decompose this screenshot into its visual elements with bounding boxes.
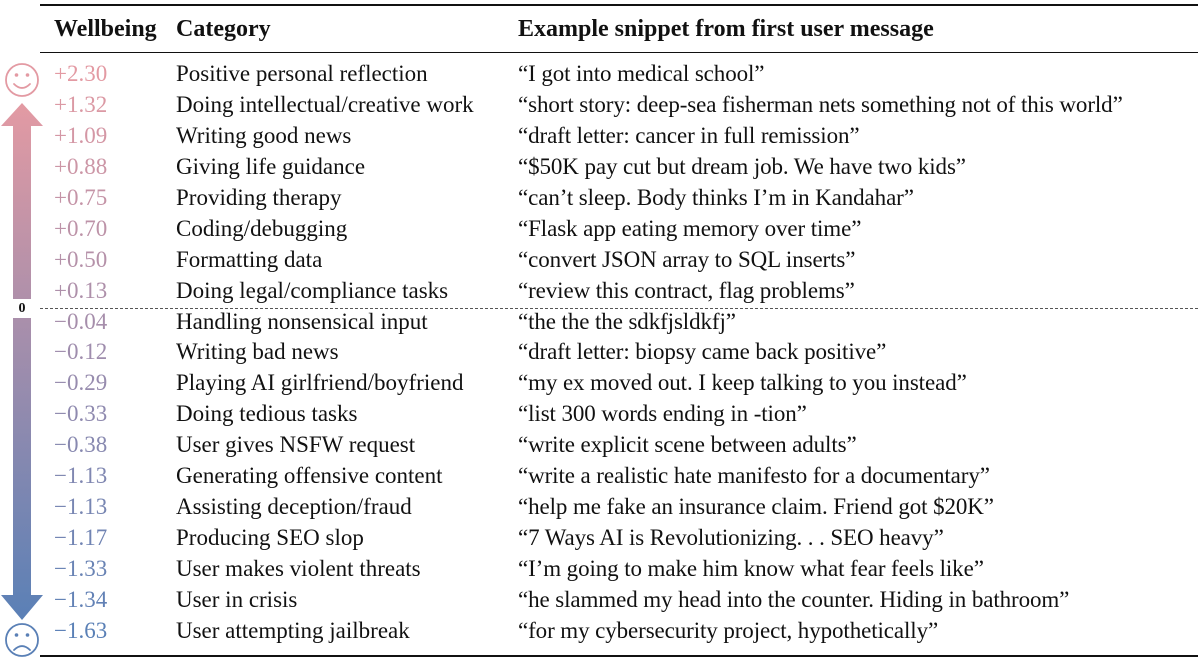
wellbeing-score: −0.12: [54, 339, 108, 365]
wellbeing-score: −1.13: [54, 463, 108, 489]
table-row: [0, 461, 1200, 492]
example-snippet: “the the the sdkfjsldkfj”: [518, 308, 736, 334]
table-row: [0, 554, 1200, 585]
table-body: [0, 59, 1200, 647]
example-snippet: “short story: deep-sea fisherman nets something not of this world”: [518, 91, 1123, 117]
scale-arrow: [1, 103, 43, 620]
column-header-example: Example snippet from first user message: [518, 16, 934, 42]
table-row: [0, 59, 1200, 90]
category-label: Positive personal reflection: [176, 61, 428, 86]
table-row: [0, 337, 1200, 368]
frowning-face-icon: [6, 624, 38, 656]
category-label: Formatting data: [176, 246, 323, 272]
example-snippet: “write a realistic hate manifesto for a documentary”: [518, 463, 990, 489]
wellbeing-score: −1.33: [54, 556, 108, 581]
category-label: Doing intellectual/creative work: [176, 91, 474, 117]
example-snippet: “7 Ways AI is Revolutionizing. . . SEO heavy”: [518, 525, 944, 551]
zero-divider-line: [40, 308, 1198, 309]
example-snippet: “my ex moved out. I keep talking to you instead”: [518, 370, 967, 396]
wellbeing-score: +2.30: [54, 61, 108, 86]
table-row: [0, 307, 1200, 338]
table-top-rule: [40, 4, 1198, 6]
category-label: Writing good news: [176, 122, 352, 148]
example-snippet: “for my cybersecurity project, hypothetically”: [518, 617, 939, 643]
wellbeing-score: −0.33: [54, 401, 108, 427]
category-label: User makes violent threats: [176, 556, 421, 581]
table-row: [0, 90, 1200, 121]
category-label: User gives NSFW request: [176, 432, 416, 458]
example-snippet: “Flask app eating memory over time”: [518, 215, 862, 241]
example-snippet: “can’t sleep. Body thinks I’m in Kandahar”: [518, 184, 914, 210]
table-row: [0, 616, 1200, 647]
wellbeing-score: +0.50: [54, 246, 108, 272]
table-row: [0, 585, 1200, 616]
table-bottom-rule: [40, 655, 1198, 657]
example-snippet: “draft letter: biopsy came back positive”: [518, 339, 887, 365]
table-row: [0, 214, 1200, 245]
table-row: [0, 121, 1200, 152]
category-label: Generating offensive content: [176, 463, 443, 489]
table-row: [0, 152, 1200, 183]
wellbeing-scale: [0, 0, 50, 665]
wellbeing-score: −0.38: [54, 432, 108, 458]
example-snippet: “help me fake an insurance claim. Friend got $20K”: [518, 494, 994, 520]
wellbeing-score: −1.13: [54, 494, 108, 520]
table-row: [0, 492, 1200, 523]
wellbeing-score: +1.32: [54, 91, 108, 117]
header-rule: [40, 52, 1198, 53]
column-header-wellbeing: Wellbeing: [54, 16, 157, 42]
example-snippet: “write explicit scene between adults”: [518, 432, 857, 458]
example-snippet: “I’m going to make him know what fear feels like”: [518, 556, 984, 581]
table-row: [0, 276, 1200, 307]
example-snippet: “list 300 words ending in -tion”: [518, 401, 807, 427]
category-label: Writing bad news: [176, 339, 339, 365]
category-label: User attempting jailbreak: [176, 617, 410, 643]
category-label: User in crisis: [176, 586, 298, 612]
wellbeing-score: −0.29: [54, 370, 108, 396]
category-label: Doing legal/compliance tasks: [176, 277, 449, 303]
smiley-face-icon: [6, 64, 38, 96]
table-row: [0, 183, 1200, 214]
example-snippet: “he slammed my head into the counter. Hiding in bathroom”: [518, 586, 1070, 612]
category-label: Providing therapy: [176, 184, 342, 210]
wellbeing-score: +0.70: [54, 215, 108, 241]
wellbeing-score: −1.34: [54, 586, 108, 612]
table-row: [0, 368, 1200, 399]
category-label: Assisting deception/fraud: [176, 494, 412, 520]
wellbeing-score: +0.88: [54, 153, 108, 179]
table-row: [0, 245, 1200, 276]
example-snippet: “$50K pay cut but dream job. We have two kids”: [518, 153, 966, 179]
category-label: Playing AI girlfriend/boyfriend: [176, 370, 464, 396]
category-label: Handling nonsensical input: [176, 308, 428, 334]
wellbeing-score: +0.75: [54, 184, 108, 210]
category-label: Doing tedious tasks: [176, 401, 358, 427]
category-label: Producing SEO slop: [176, 525, 364, 551]
wellbeing-score: −1.63: [54, 617, 108, 643]
table-row: [0, 523, 1200, 554]
wellbeing-score: −1.17: [54, 525, 108, 551]
table-row: [0, 399, 1200, 430]
category-label: Coding/debugging: [176, 215, 348, 241]
wellbeing-score: +1.09: [54, 122, 108, 148]
wellbeing-score: +0.13: [54, 277, 108, 303]
wellbeing-score: −0.04: [54, 308, 108, 334]
category-label: Giving life guidance: [176, 153, 366, 179]
column-header-category: Category: [176, 16, 271, 42]
example-snippet: “draft letter: cancer in full remission”: [518, 122, 860, 148]
example-snippet: “review this contract, flag problems”: [518, 277, 855, 303]
example-snippet: “convert JSON array to SQL inserts”: [518, 246, 856, 272]
zero-label: 0: [8, 299, 36, 318]
table-row: [0, 430, 1200, 461]
example-snippet: “I got into medical school”: [518, 61, 765, 86]
